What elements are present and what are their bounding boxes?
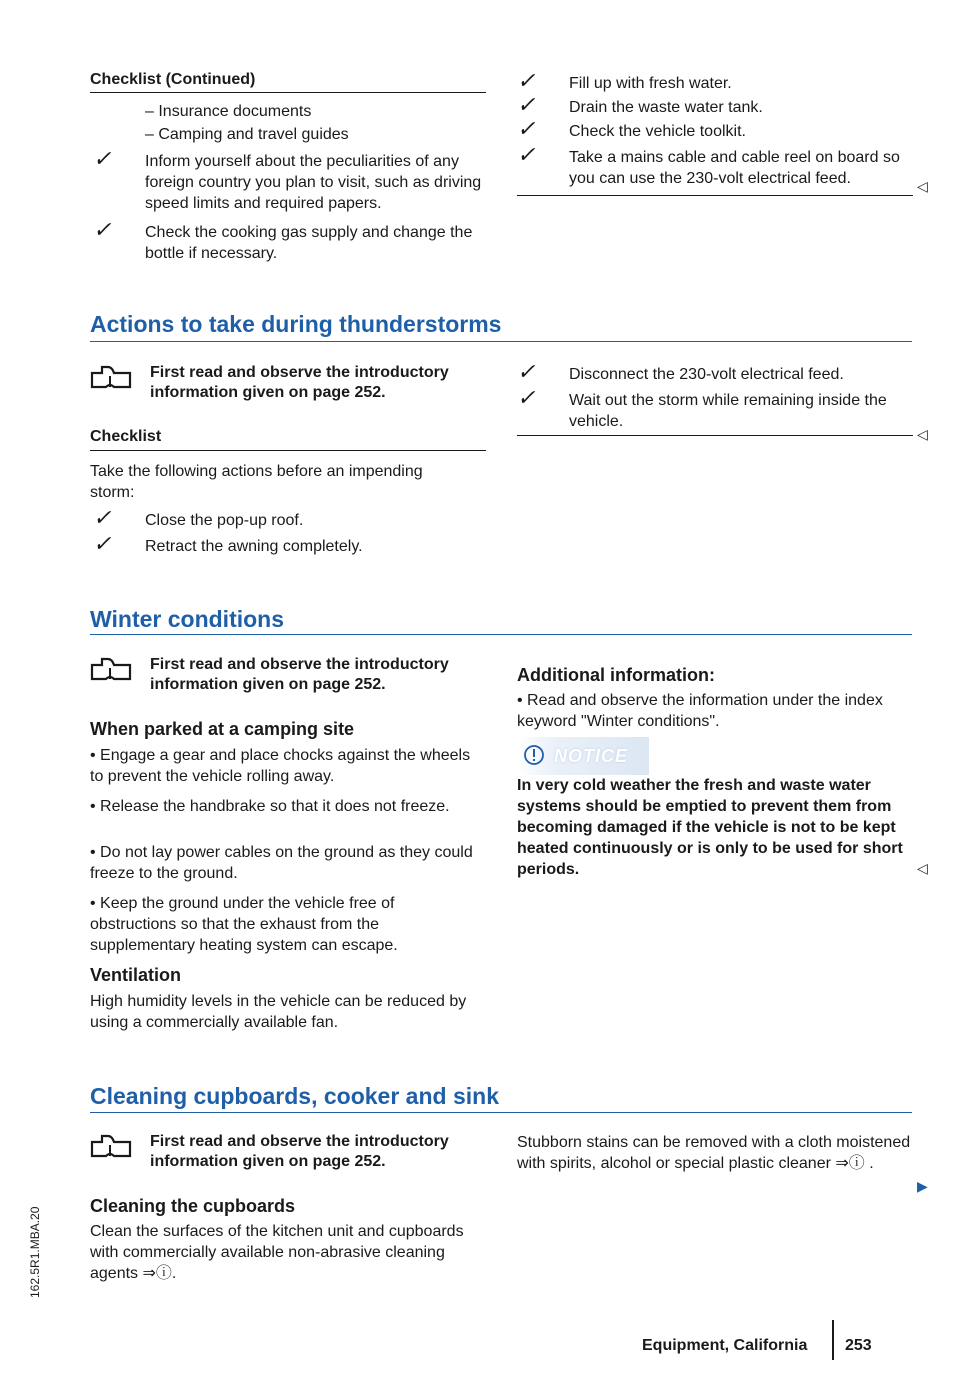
check-item (93, 218, 493, 264)
check-item (93, 532, 493, 557)
check-item-text: Drain the waste water tank. (569, 99, 763, 116)
end-triangle-icon: ◁ (917, 178, 928, 194)
check-item-text: Check the cooking gas supply and change the bottle if necessary. (145, 224, 473, 262)
check-item (93, 147, 493, 214)
stains-text: Stubborn stains can be removed with a cloth moistened with spirits, alcohol or special plastic cleaner ⇒ⓘ . (517, 1134, 911, 1172)
bullet-item: • Read and observe the information under the index keyword "Winter conditions". (517, 692, 883, 730)
bullet-item: • Engage a gear and place chocks against the wheels to prevent the vehicle rolling away. (90, 747, 471, 785)
notice-circle-icon (523, 744, 545, 771)
list-item: – Insurance documents (145, 103, 312, 120)
heading-rule (90, 450, 486, 451)
end-rule (517, 195, 913, 196)
checklist-continued-heading: Checklist (Continued) (90, 71, 256, 88)
check-icon: ✓ (517, 360, 536, 385)
check-icon: ✓ (93, 218, 112, 243)
check-icon: ✓ (93, 506, 112, 531)
check-item-text: Wait out the storm while remaining inside the vehicle. (569, 392, 887, 430)
section-rule (90, 1112, 912, 1113)
end-triangle-icon: ◁ (917, 426, 928, 442)
checklist-heading: Checklist (90, 428, 162, 445)
check-item (517, 69, 917, 94)
cupboards-heading: Cleaning the cupboards (90, 1196, 296, 1216)
check-item-text: Inform yourself about the peculiarities of any foreign country you plan to visit, such as driving speed limits and required papers. (145, 153, 482, 212)
cleaning-title: Cleaning cupboards, cooker and sink (90, 1083, 499, 1109)
page-number: 253 (845, 1337, 872, 1354)
list-item: – Camping and travel guides (145, 126, 349, 143)
check-icon: ✓ (517, 143, 536, 168)
check-icon: ✓ (517, 117, 536, 142)
end-triangle-icon: ◁ (917, 860, 928, 876)
footer-divider (832, 1320, 834, 1360)
notice-label: NOTICE (554, 746, 629, 766)
notice-text: In very cold weather the fresh and waste water systems should be emptied to prevent them from becoming damaged if the vehicle is not to be kept heated continuously or is only to be used for short periods. (517, 777, 903, 878)
thunderstorms-title: Actions to take during thunderstorms (90, 311, 502, 337)
bullet-item: • Release the handbrake so that it does not freeze. (90, 798, 450, 815)
intro-note (90, 1132, 490, 1172)
check-icon: ✓ (517, 386, 536, 411)
additional-heading: Additional information: (517, 665, 715, 685)
winter-title: Winter conditions (90, 606, 285, 632)
section-rule (90, 341, 912, 342)
doc-code: 162.5R1.MBA.20 (28, 1206, 42, 1298)
check-item (517, 360, 917, 385)
book-icon (90, 363, 150, 394)
intro-text: First read and observe the introductory information given on page 252. (150, 656, 449, 693)
intro-note (90, 363, 490, 403)
check-icon: ✓ (93, 532, 112, 557)
notice-banner (517, 737, 649, 775)
check-icon: ✓ (93, 147, 112, 172)
lead-text: Take the following actions before an impending storm: (90, 463, 423, 501)
end-rule (517, 435, 913, 436)
check-icon: ✓ (517, 93, 536, 118)
footer-section: Equipment, California (642, 1337, 808, 1354)
intro-text: First read and observe the introductory information given on page 252. (150, 1133, 449, 1170)
bullet-item: • Do not lay power cables on the ground as they could freeze to the ground. (90, 844, 473, 882)
book-icon (90, 1132, 150, 1163)
check-item-text: Check the vehicle toolkit. (569, 123, 746, 140)
check-item-text: Close the pop-up roof. (145, 512, 304, 529)
cupboards-text: Clean the surfaces of the kitchen unit and cupboards with commercially available non-abrasive cleaning agents ⇒ⓘ. (90, 1223, 464, 1282)
intro-text: First read and observe the introductory information given on page 252. (150, 364, 449, 401)
next-page-arrow-icon: ▶ (917, 1178, 928, 1194)
check-item (93, 506, 493, 531)
check-icon: ✓ (517, 69, 536, 94)
check-item (517, 93, 917, 118)
check-item (517, 386, 897, 432)
check-item (517, 143, 917, 189)
book-icon (90, 655, 150, 686)
parked-heading: When parked at a camping site (90, 719, 355, 739)
bullet-item: • Keep the ground under the vehicle free of obstructions so that the exhaust from the supplementary heating system can escape. (90, 895, 398, 954)
ventilation-text: High humidity levels in the vehicle can be reduced by using a commercially available fan. (90, 993, 467, 1031)
check-item (517, 117, 917, 142)
section-rule (90, 634, 912, 635)
check-item-text: Retract the awning completely. (145, 538, 363, 555)
check-item-text: Take a mains cable and cable reel on board so you can use the 230-volt electrical feed. (569, 149, 900, 187)
ventilation-heading: Ventilation (90, 965, 182, 985)
intro-note (90, 655, 490, 695)
check-item-text: Disconnect the 230-volt electrical feed. (569, 366, 844, 383)
check-item-text: Fill up with fresh water. (569, 75, 732, 92)
heading-rule (90, 92, 486, 93)
